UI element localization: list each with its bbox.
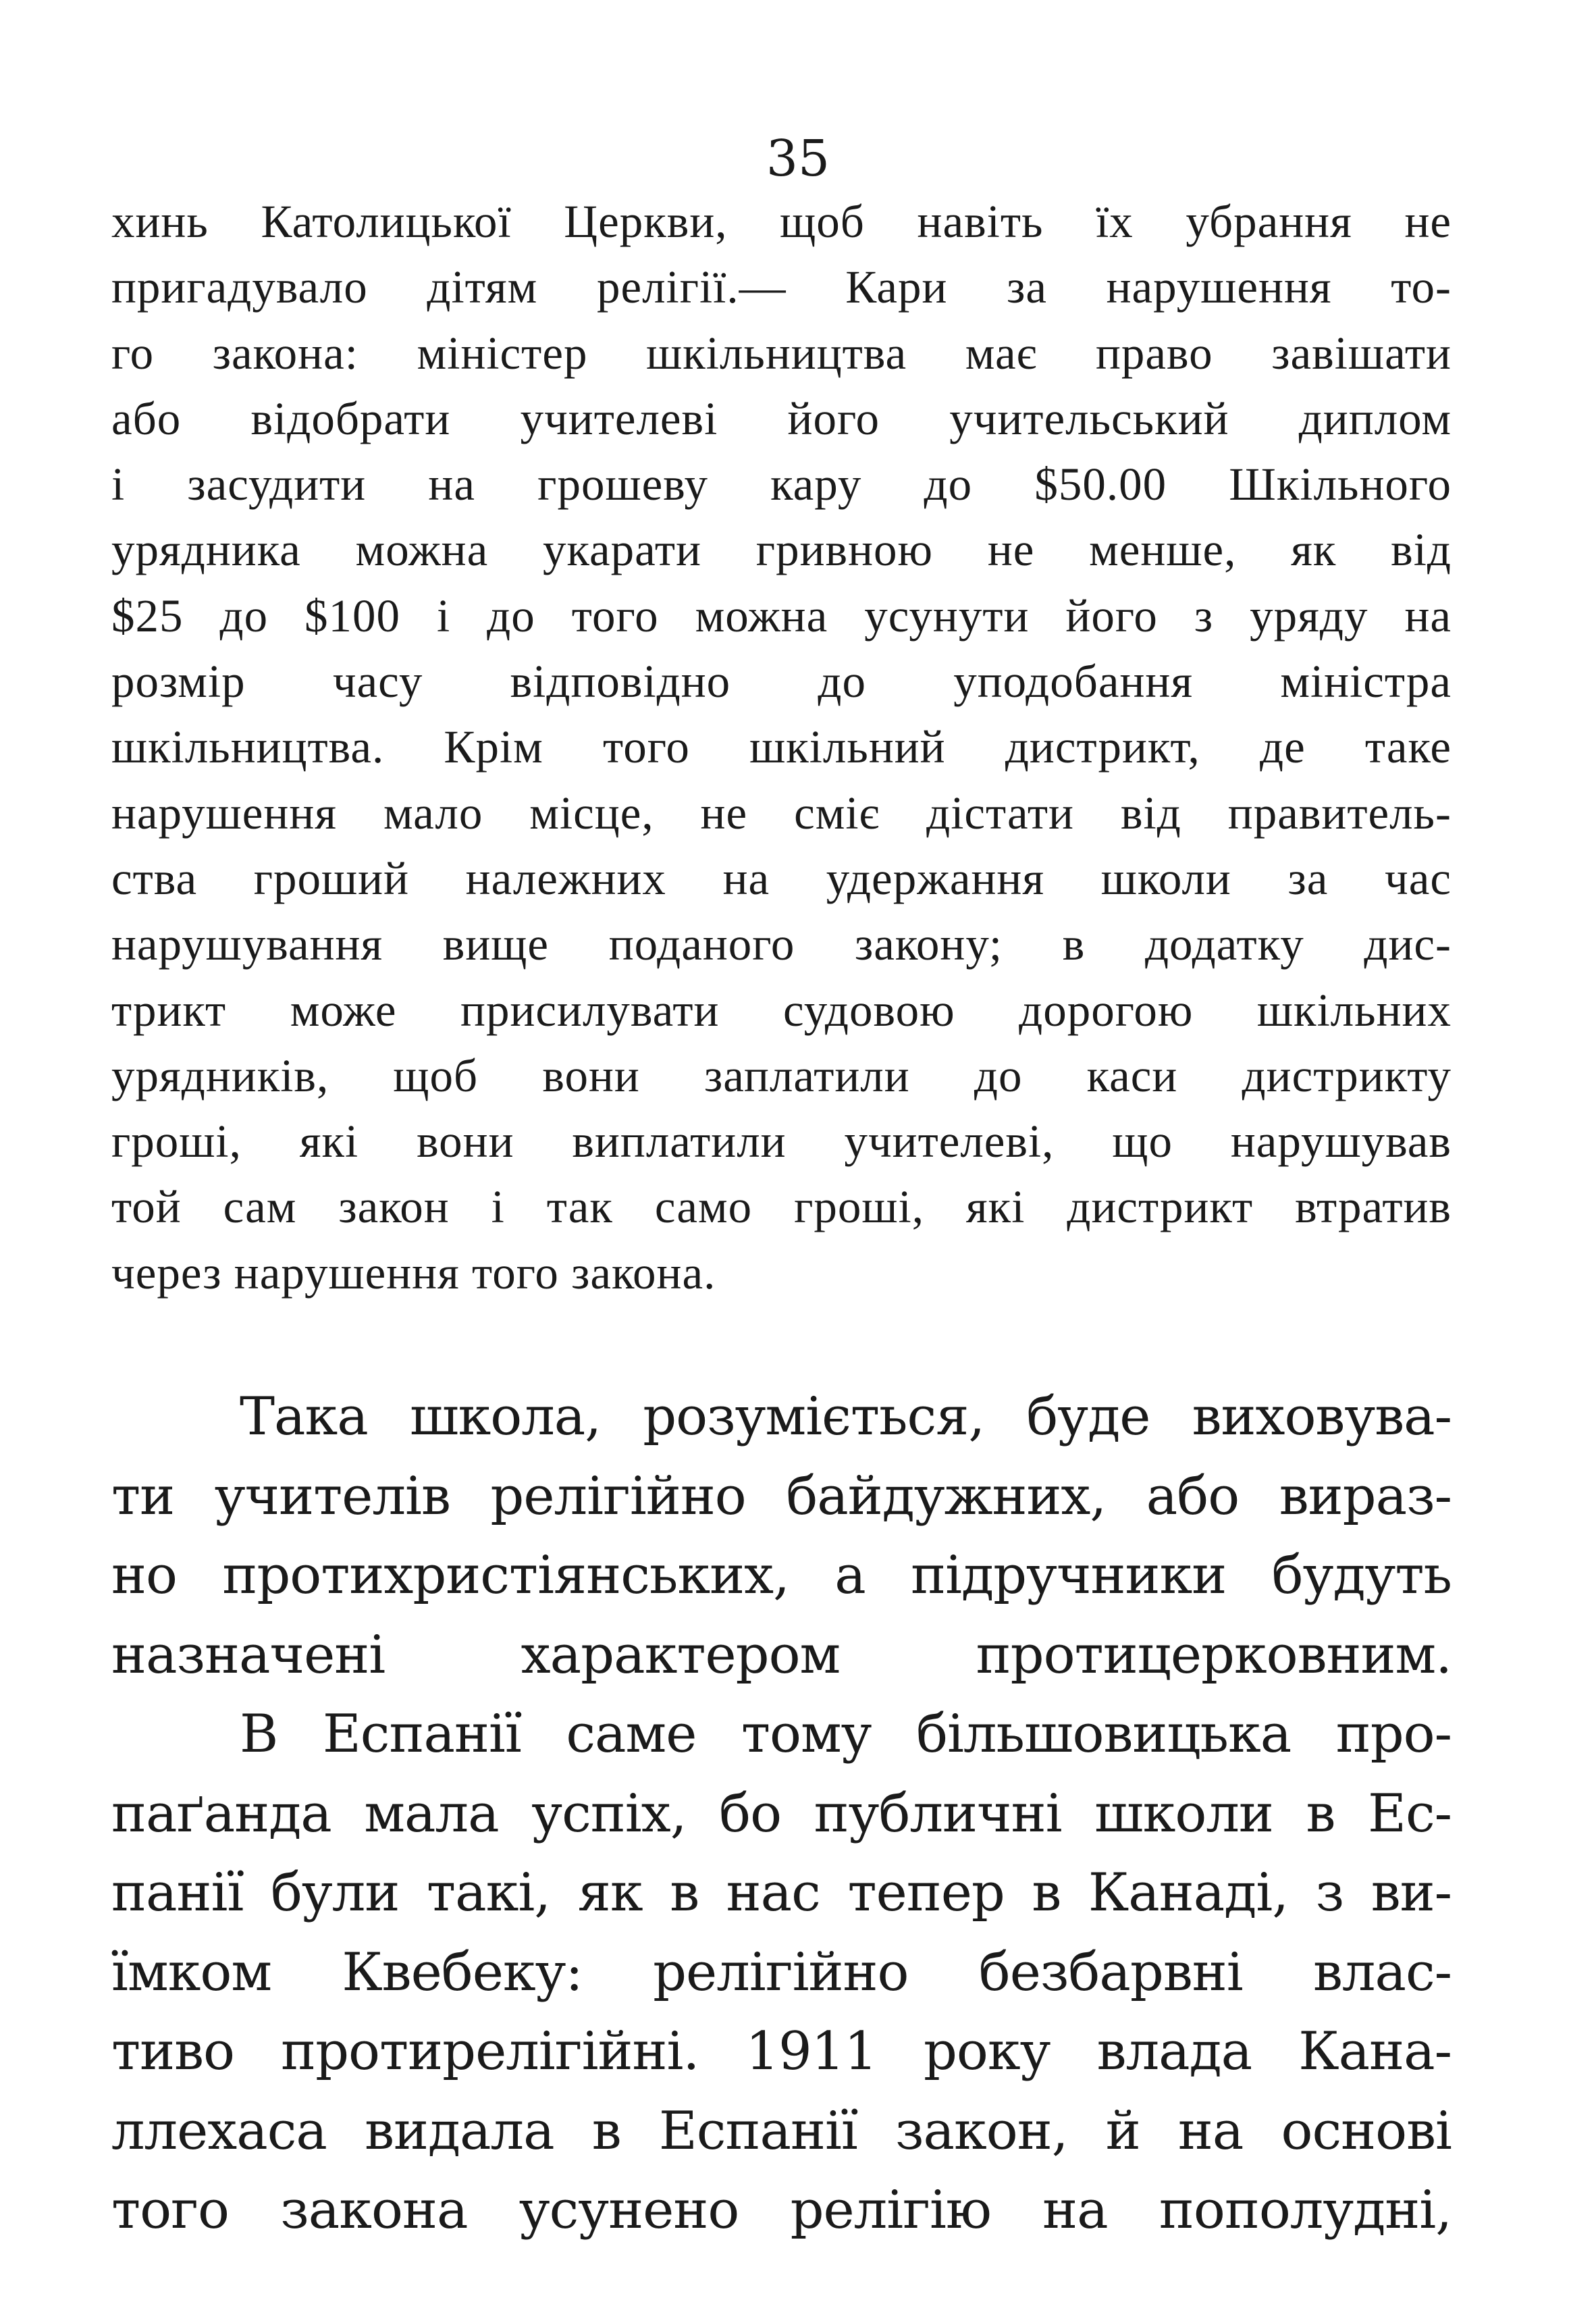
text-line: і засудити на грошеву кару до $50.00 Шкільного <box>111 459 1452 511</box>
text-line: ти учителів релігійно байдужних, або вираз- <box>111 1465 1452 1527</box>
text-line: тиво протирелігійні. 1911 року влада Кана- <box>111 2021 1452 2082</box>
text-line: Така школа, розуміється, буде виховува- <box>240 1386 1452 1447</box>
text-line: урядників, щоб вони заплатили до каси дистрикту <box>111 1049 1452 1101</box>
text-line: або відобрати учителеві його учительський диплом <box>111 392 1452 444</box>
text-line: $25 до $100 і до того можна усунути його з уряду на <box>111 590 1452 642</box>
text-line: ства гроший належних на удержання школи за час <box>111 852 1452 904</box>
text-line: панії були такі, як в нас тепер в Канаді, з ви- <box>111 1862 1452 1923</box>
text-line: паґанда мала успіх, бо публичні школи в Ес- <box>111 1783 1452 1844</box>
text-line: той сам закон і так само гроші, які дистрикт втратив <box>111 1181 1452 1233</box>
text-line: нарушення мало місце, не сміє дістати від правитель- <box>111 787 1452 839</box>
text-line: го закона: міністер шкільництва має право завішати <box>111 327 1452 379</box>
text-line: через нарушення того закона. <box>111 1247 716 1299</box>
text-line: но протихристіянських, а підручники будуть <box>111 1545 1452 1606</box>
text-line: того закона усунено релігію на пополудні, <box>111 2180 1452 2241</box>
text-line: їмком Квебеку: релігійно безбарвні влас- <box>111 1941 1452 2003</box>
small-print-paragraph <box>111 189 1452 1306</box>
text-line: ллехаса видала в Еспанії закон, й на основі <box>111 2100 1452 2162</box>
text-line: розмір часу відповідно до уподобання міністра <box>111 656 1452 708</box>
text-line: урядника можна укарати гривною не менше, як від <box>111 524 1452 576</box>
text-line: гроші, які вони виплатили учителеві, що нарушував <box>111 1116 1452 1168</box>
text-line: нарушування вище поданого закону; в додатку дис- <box>111 918 1452 970</box>
page-number: 35 <box>766 130 830 188</box>
text-line: назначені характером протицерковним. <box>111 1624 1452 1686</box>
text-line: пригадувало дітям релігії.— Кари за нарушення то- <box>111 261 1452 313</box>
body-paragraphs <box>111 1378 1452 2251</box>
text-line: шкільництва. Крім того шкільний дистрикт, де таке <box>111 721 1452 773</box>
text-line: трикт може присилувати судовою дорогою шкільних <box>111 984 1452 1036</box>
text-line: хинь Католицької Церкви, щоб навіть їх убрання не <box>111 196 1452 247</box>
text-line: В Еспанії саме тому більшовицька про- <box>240 1704 1452 1765</box>
